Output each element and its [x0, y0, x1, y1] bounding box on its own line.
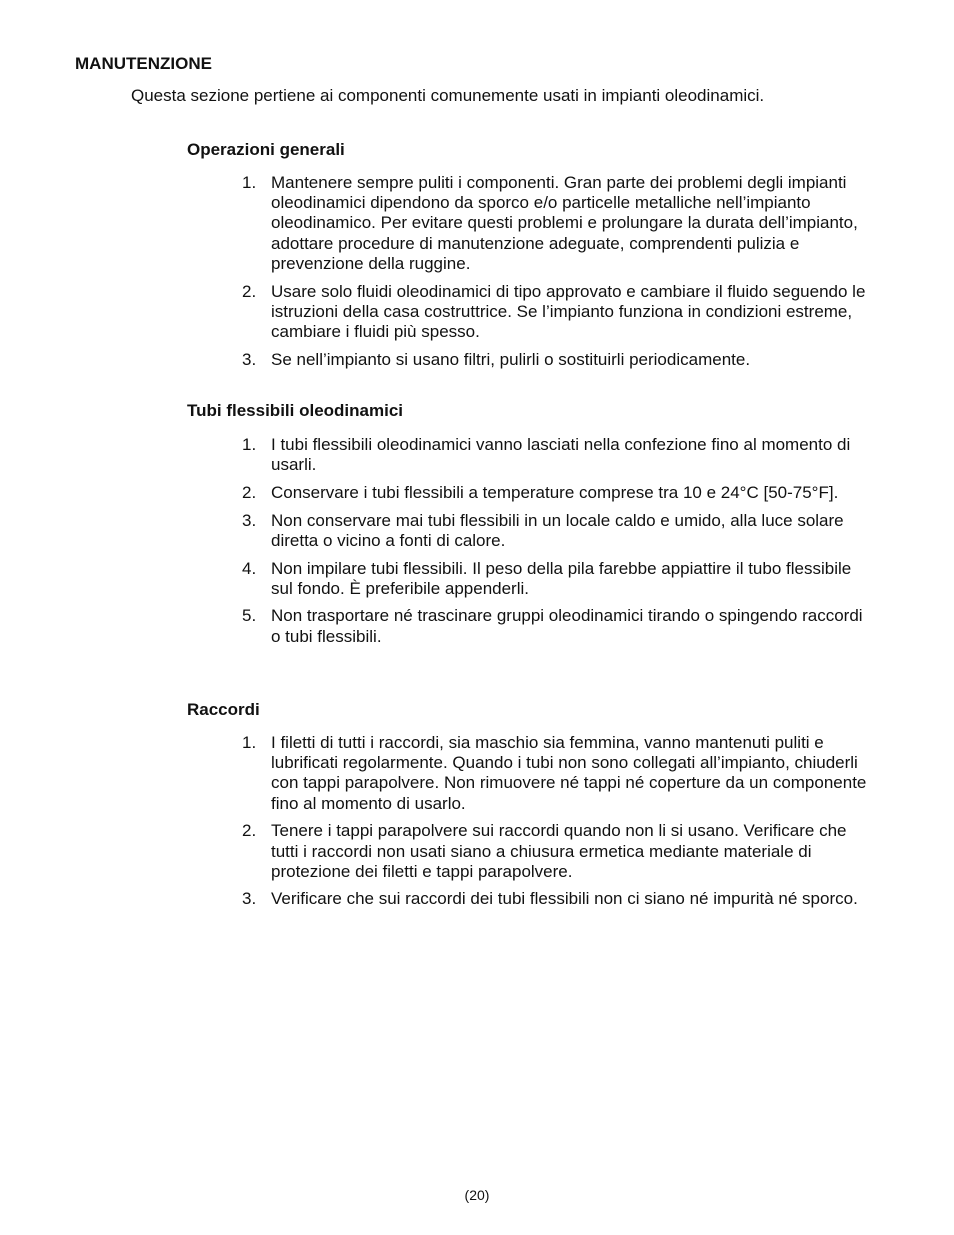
list-item	[187, 559, 867, 599]
item-number: 2.	[242, 821, 257, 841]
item-number: 1.	[242, 733, 257, 752]
item-number: 3.	[242, 349, 257, 369]
item-number: 2.	[242, 482, 257, 502]
list-item	[187, 606, 867, 646]
item-text: I tubi flessibili oleodinamici vanno lasciati nella confezione fino al momento di usarli.	[271, 435, 851, 475]
item-number: 3.	[242, 510, 257, 530]
item-text: Verificare che sui raccordi dei tubi flessibili non ci siano né impurità né sporco.	[271, 889, 858, 909]
section-heading-raccordi: Raccordi	[187, 700, 260, 719]
list-item	[187, 435, 867, 475]
item-number: 3.	[242, 889, 257, 909]
item-number: 4.	[242, 558, 257, 578]
item-text: I filetti di tutti i raccordi, sia maschio sia femmina, vanno mantenuti puliti e lubrificati regolarmente. Quando i tubi non sono collegati all’impianto, chiuderli con tappi parapolvere. Non rimuovere né tappi né coperture da un componente fino al momento di usarlo.	[271, 733, 867, 813]
list-raccordi	[187, 733, 867, 917]
section-heading-operazioni-generali: Operazioni generali	[187, 140, 345, 159]
item-text: Non conservare mai tubi flessibili in un locale caldo e umido, alla luce solare diretta o vicino a fonti di calore.	[271, 510, 844, 550]
item-number: 1.	[242, 435, 257, 454]
item-number: 5.	[242, 606, 257, 626]
list-item	[187, 733, 867, 814]
item-number: 1.	[242, 173, 257, 192]
list-item	[187, 350, 867, 370]
item-text: Non trasportare né trascinare gruppi oleodinamici tirando o spingendo raccordi o tubi flessibili.	[271, 606, 863, 646]
item-text: Tenere i tappi parapolvere sui raccordi quando non li si usano. Verificare che tutti i raccordi non usati siano a chiusura ermetica mediante materiale di protezione dei filetti e tappi parapolvere.	[271, 821, 847, 881]
intro-paragraph: Questa sezione pertiene ai componenti comunemente usati in impianti oleodinamici.	[131, 86, 765, 105]
list-item	[187, 282, 867, 343]
list-item	[187, 821, 867, 882]
page-title: MANUTENZIONE	[75, 54, 212, 73]
section-heading-tubi-flessibili: Tubi flessibili oleodinamici	[187, 401, 403, 420]
list-item	[187, 483, 867, 503]
item-text: Usare solo fluidi oleodinamici di tipo approvato e cambiare il fluido seguendo le istruzioni della casa costruttrice. Se l’impianto funziona in condizioni estreme, cambiare i fluidi più spesso.	[271, 281, 866, 341]
item-text: Mantenere sempre puliti i componenti. Gran parte dei problemi degli impianti oleodinamici dipendono da sporco e/o particelle metalliche nell’impianto oleodinamico. Per evitare questi problemi e prolungare la durata dell’impianto, adottare procedure di manutenzione adeguate, comprendenti pulizia e prevenzione della ruggine.	[271, 173, 858, 273]
list-item	[187, 511, 867, 551]
item-text: Non impilare tubi flessibili. Il peso della pila farebbe appiattire il tubo flessibile sul fondo. È preferibile appenderli.	[271, 558, 852, 598]
list-item	[187, 173, 867, 274]
item-text: Se nell’impianto si usano filtri, pulirli o sostituirli periodicamente.	[271, 349, 751, 369]
item-number: 2.	[242, 281, 257, 301]
list-operazioni-generali	[187, 173, 867, 377]
page-number: (20)	[464, 1187, 490, 1203]
item-text: Conservare i tubi flessibili a temperature comprese tra 10 e 24°C [50-75°F].	[271, 482, 839, 502]
list-tubi-flessibili	[187, 435, 867, 654]
list-item	[187, 889, 867, 909]
